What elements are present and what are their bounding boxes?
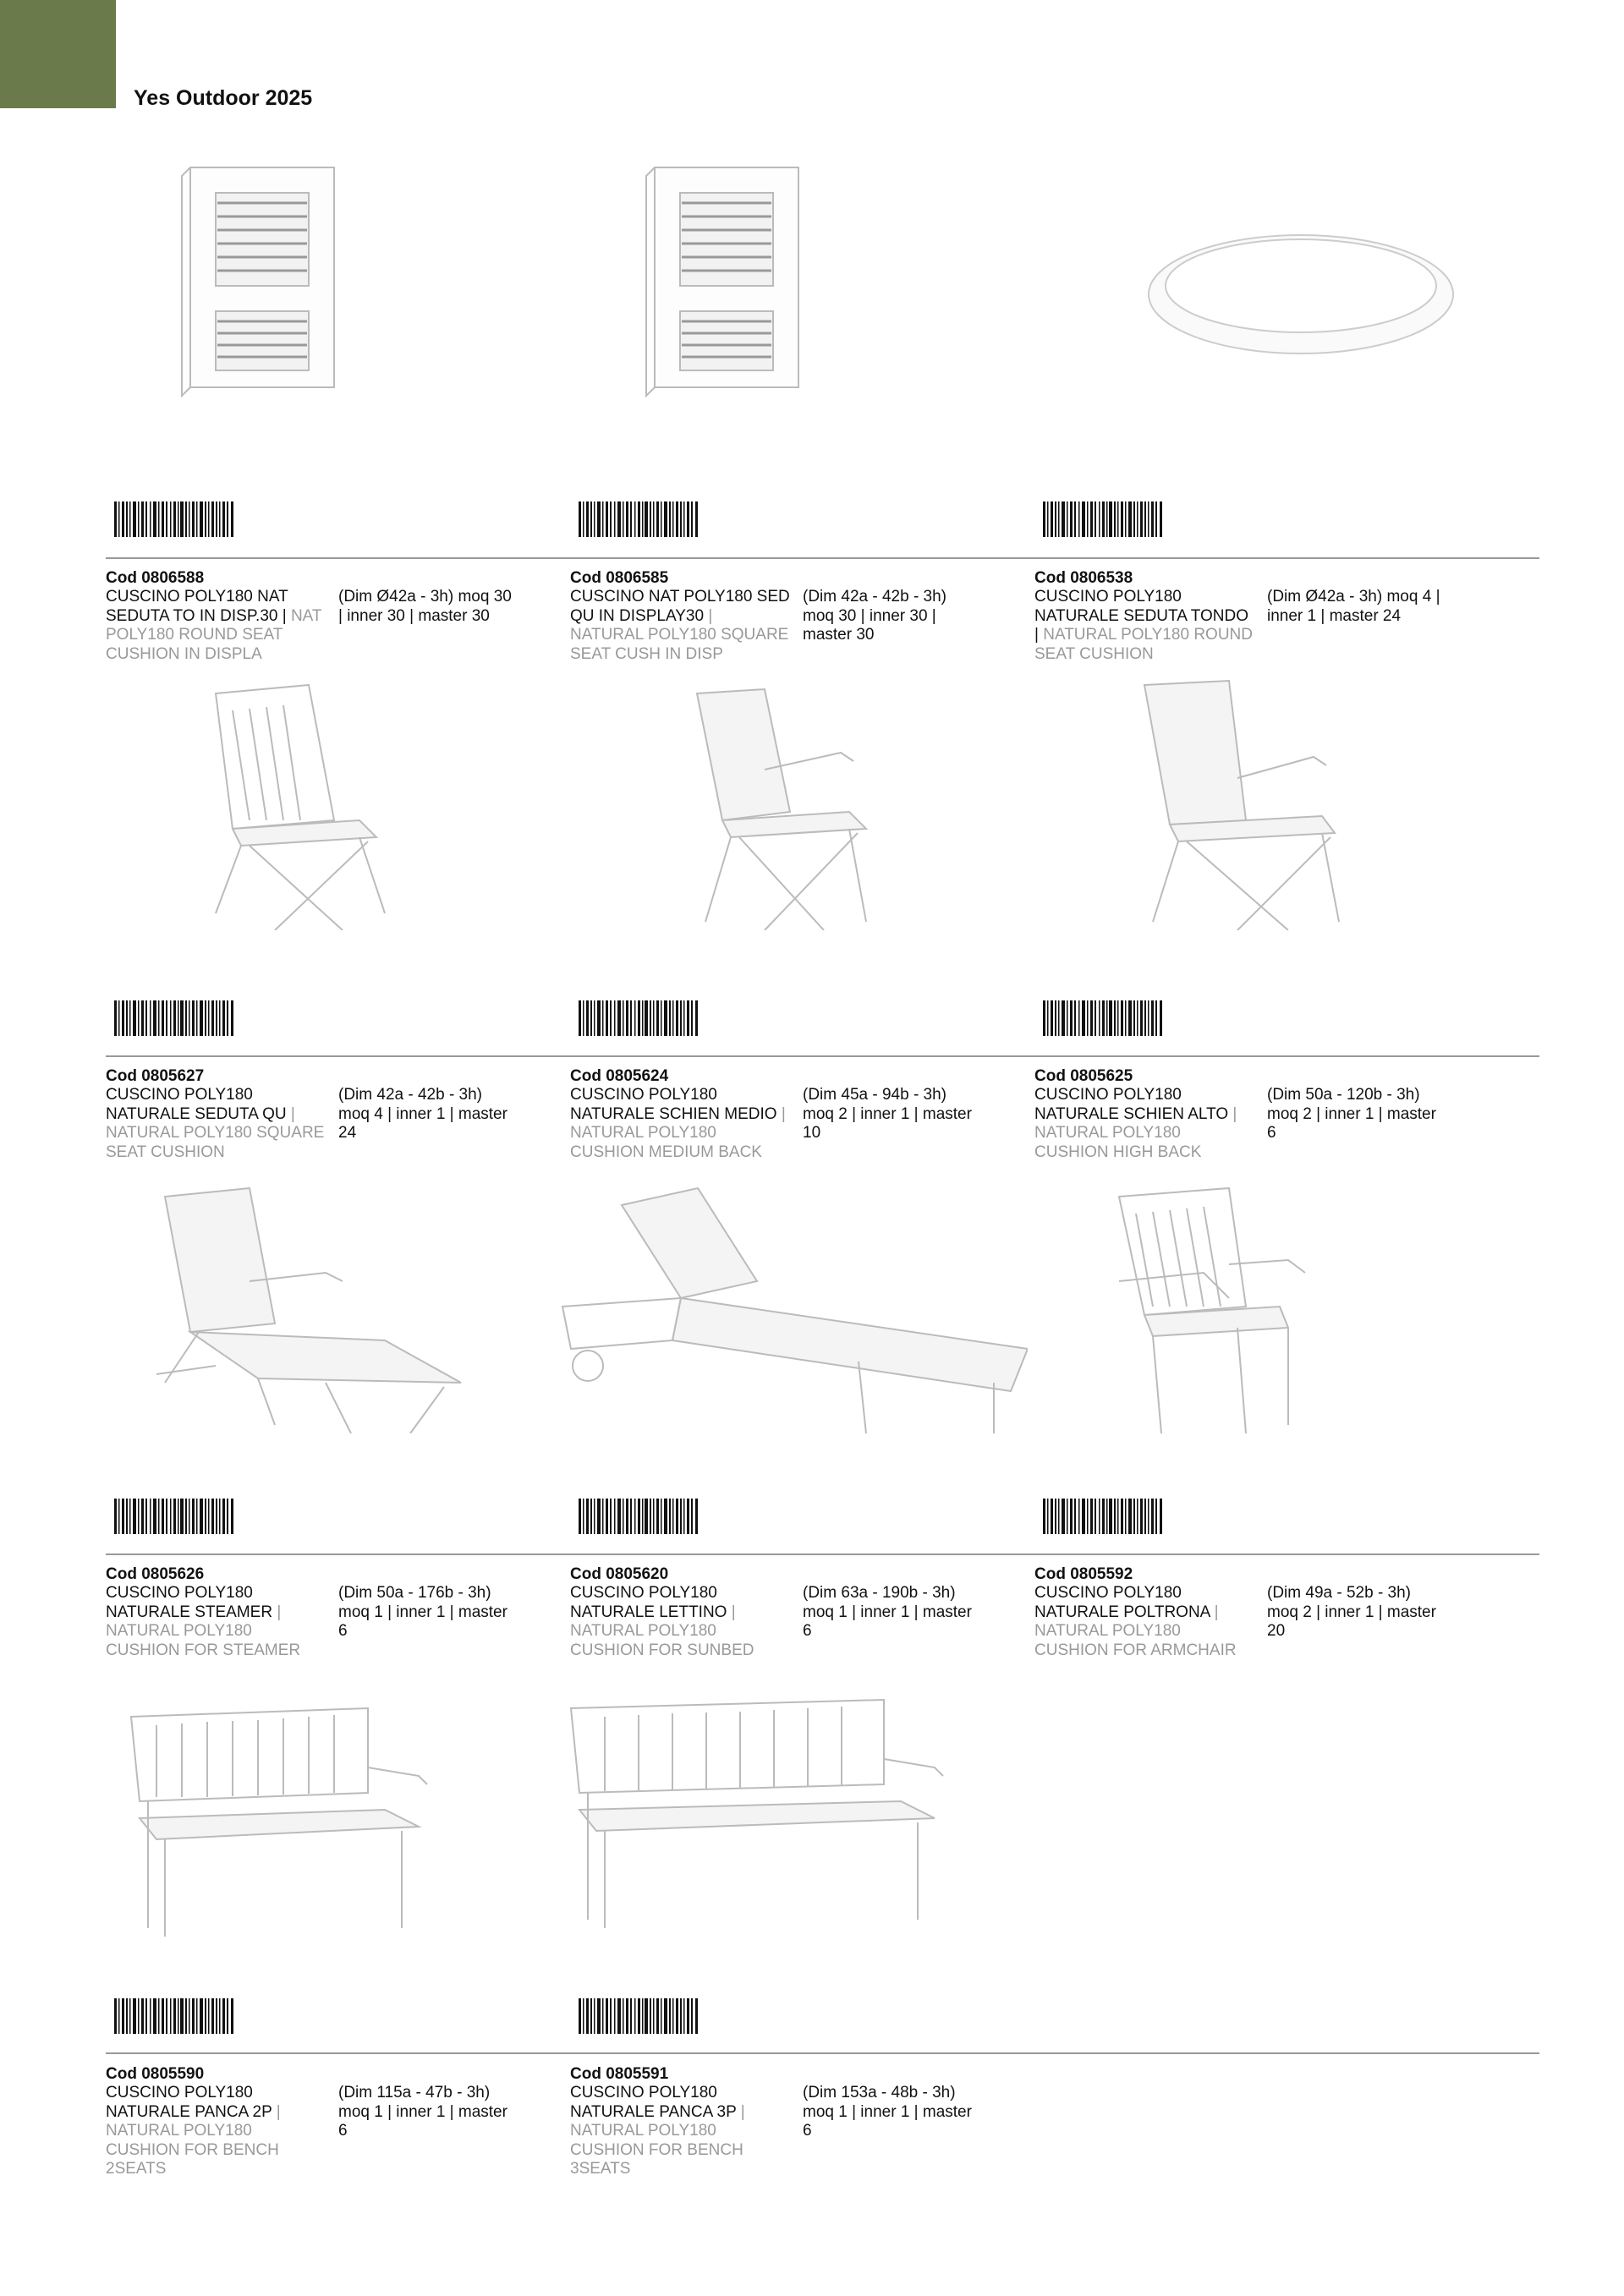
product-description	[1034, 1086, 1254, 1162]
product-code: Cod 0805590	[106, 2065, 205, 2083]
product-code: Cod 0806538	[1034, 569, 1133, 587]
barcode	[1041, 497, 1164, 541]
row-divider	[106, 2052, 1539, 2054]
folding-chair-icon	[106, 677, 571, 930]
description-it: CUSCINO POLY180 NATURALE PANCA 3P	[570, 2084, 737, 2121]
description-en: | NATURAL POLY180 SQUARE SEAT CUSH IN DISP	[570, 606, 789, 663]
product-description	[570, 2084, 790, 2179]
display-box-icon	[570, 151, 1035, 506]
product-description	[570, 588, 790, 664]
page-title: Yes Outdoor 2025	[134, 86, 313, 110]
barcode	[112, 497, 235, 541]
product-dimensions: (Dim 45a - 94b - 3h) moq 2 | inner 1 | master 10	[803, 1086, 972, 1142]
corner-color-block	[0, 0, 116, 108]
description-it: CUSCINO POLY180 NATURALE SCHIEN ALTO	[1034, 1086, 1229, 1123]
product-code: Cod 0806588	[106, 569, 205, 587]
product-dimensions: (Dim 63a - 190b - 3h) moq 1 | inner 1 | master 6	[803, 1584, 972, 1640]
product-code: Cod 0805620	[570, 1565, 669, 1583]
description-it: CUSCINO POLY180 NATURALE SCHIEN MEDIO	[570, 1086, 777, 1123]
product-dimensions: (Dim 42a - 42b - 3h) moq 4 | inner 1 | master 24	[338, 1086, 508, 1142]
product-code: Cod 0805624	[570, 1067, 669, 1085]
description-it: CUSCINO POLY180 NATURALE PANCA 2P	[106, 2084, 272, 2121]
product-dimensions: (Dim 42a - 42b - 3h) moq 30 | inner 30 | master 30	[803, 588, 947, 644]
barcode	[112, 1994, 235, 2038]
product-description	[570, 1584, 790, 1660]
description-en: | NATURAL POLY180 SQUARE SEAT CUSHION	[106, 1104, 325, 1161]
product-code: Cod 0805627	[106, 1067, 205, 1085]
product-code: Cod 0805592	[1034, 1565, 1133, 1583]
description-it: CUSCINO POLY180 NATURALE STEAMER	[106, 1584, 273, 1621]
product-dimensions: (Dim 50a - 120b - 3h) moq 2 | inner 1 | master 6	[1267, 1086, 1436, 1142]
product-dimensions: (Dim Ø42a - 3h) moq 30 | inner 30 | master 30	[338, 588, 512, 625]
description-en: | NATURAL POLY180 CUSHION HIGH BACK	[1034, 1104, 1237, 1161]
description-it: CUSCINO POLY180 NATURALE SEDUTA QU	[106, 1086, 287, 1123]
product-dimensions: (Dim Ø42a - 3h) moq 4 | inner 1 | master 24	[1267, 588, 1440, 625]
high-back-chair-icon	[1034, 677, 1500, 930]
barcode	[112, 1494, 235, 1538]
product-dimensions: (Dim 153a - 48b - 3h) moq 1 | inner 1 | master 6	[803, 2084, 972, 2140]
product-description	[106, 2084, 326, 2179]
medium-back-chair-icon	[570, 677, 1035, 930]
description-it: CUSCINO POLY180 NATURALE SEDUTA TONDO |	[1034, 588, 1249, 644]
barcode	[577, 1494, 700, 1538]
barcode	[577, 1994, 700, 2038]
product-description	[1034, 588, 1254, 664]
product-description	[106, 1086, 326, 1162]
description-en: | NATURAL POLY180 CUSHION FOR BENCH 2SEATS	[106, 2102, 281, 2178]
row-divider	[106, 1553, 1539, 1555]
description-it: CUSCINO POLY180 NATURALE LETTINO	[570, 1584, 727, 1621]
bench-3-seat-icon	[554, 1691, 1028, 1945]
row-divider	[106, 1055, 1539, 1057]
product-dimensions: (Dim 49a - 52b - 3h) moq 2 | inner 1 | master 20	[1267, 1584, 1436, 1640]
barcode	[1041, 996, 1164, 1040]
description-it: CUSCINO NAT POLY180 SED QU IN DISPLAY30	[570, 588, 790, 625]
description-it: CUSCINO POLY180 NATURALE POLTRONA	[1034, 1584, 1210, 1621]
description-en: | NATURAL POLY180 CUSHION FOR BENCH 3SEATS	[570, 2102, 745, 2178]
product-code: Cod 0805625	[1034, 1067, 1133, 1085]
barcode	[577, 497, 700, 541]
barcode	[112, 996, 235, 1040]
product-description	[1034, 1584, 1254, 1660]
description-en: NATURAL POLY180 ROUND SEAT CUSHION	[1034, 626, 1253, 663]
description-en: | NATURAL POLY180 CUSHION MEDIUM BACK	[570, 1104, 786, 1161]
product-dimensions: (Dim 50a - 176b - 3h) moq 1 | inner 1 | master 6	[338, 1584, 508, 1640]
barcode	[1041, 1494, 1164, 1538]
description-en: | NATURAL POLY180 CUSHION FOR STEAMER	[106, 1603, 301, 1659]
description-en: NAT POLY180 ROUND SEAT CUSHION IN DISPLA	[106, 606, 322, 663]
barcode	[577, 996, 700, 1040]
description-it: CUSCINO POLY180 NAT SEDUTA TO IN DISP.30 |	[106, 588, 288, 625]
product-description	[570, 1086, 790, 1162]
product-description	[106, 588, 326, 664]
product-code: Cod 0805591	[570, 2065, 669, 2083]
round-cushion-icon	[1034, 151, 1500, 506]
steamer-chair-icon	[106, 1180, 571, 1433]
description-en: | NATURAL POLY180 CUSHION FOR SUNBED	[570, 1603, 754, 1659]
description-en: | NATURAL POLY180 CUSHION FOR ARMCHAIR	[1034, 1603, 1237, 1659]
product-code: Cod 0805626	[106, 1565, 205, 1583]
product-code: Cod 0806585	[570, 569, 669, 587]
product-dimensions: (Dim 115a - 47b - 3h) moq 1 | inner 1 | master 6	[338, 2084, 508, 2140]
display-box-icon	[106, 151, 571, 506]
bench-2-seat-icon	[106, 1691, 571, 1945]
product-description	[106, 1584, 326, 1660]
row-divider	[106, 557, 1539, 559]
sunbed-icon	[554, 1180, 1028, 1433]
armchair-icon	[1034, 1180, 1500, 1433]
